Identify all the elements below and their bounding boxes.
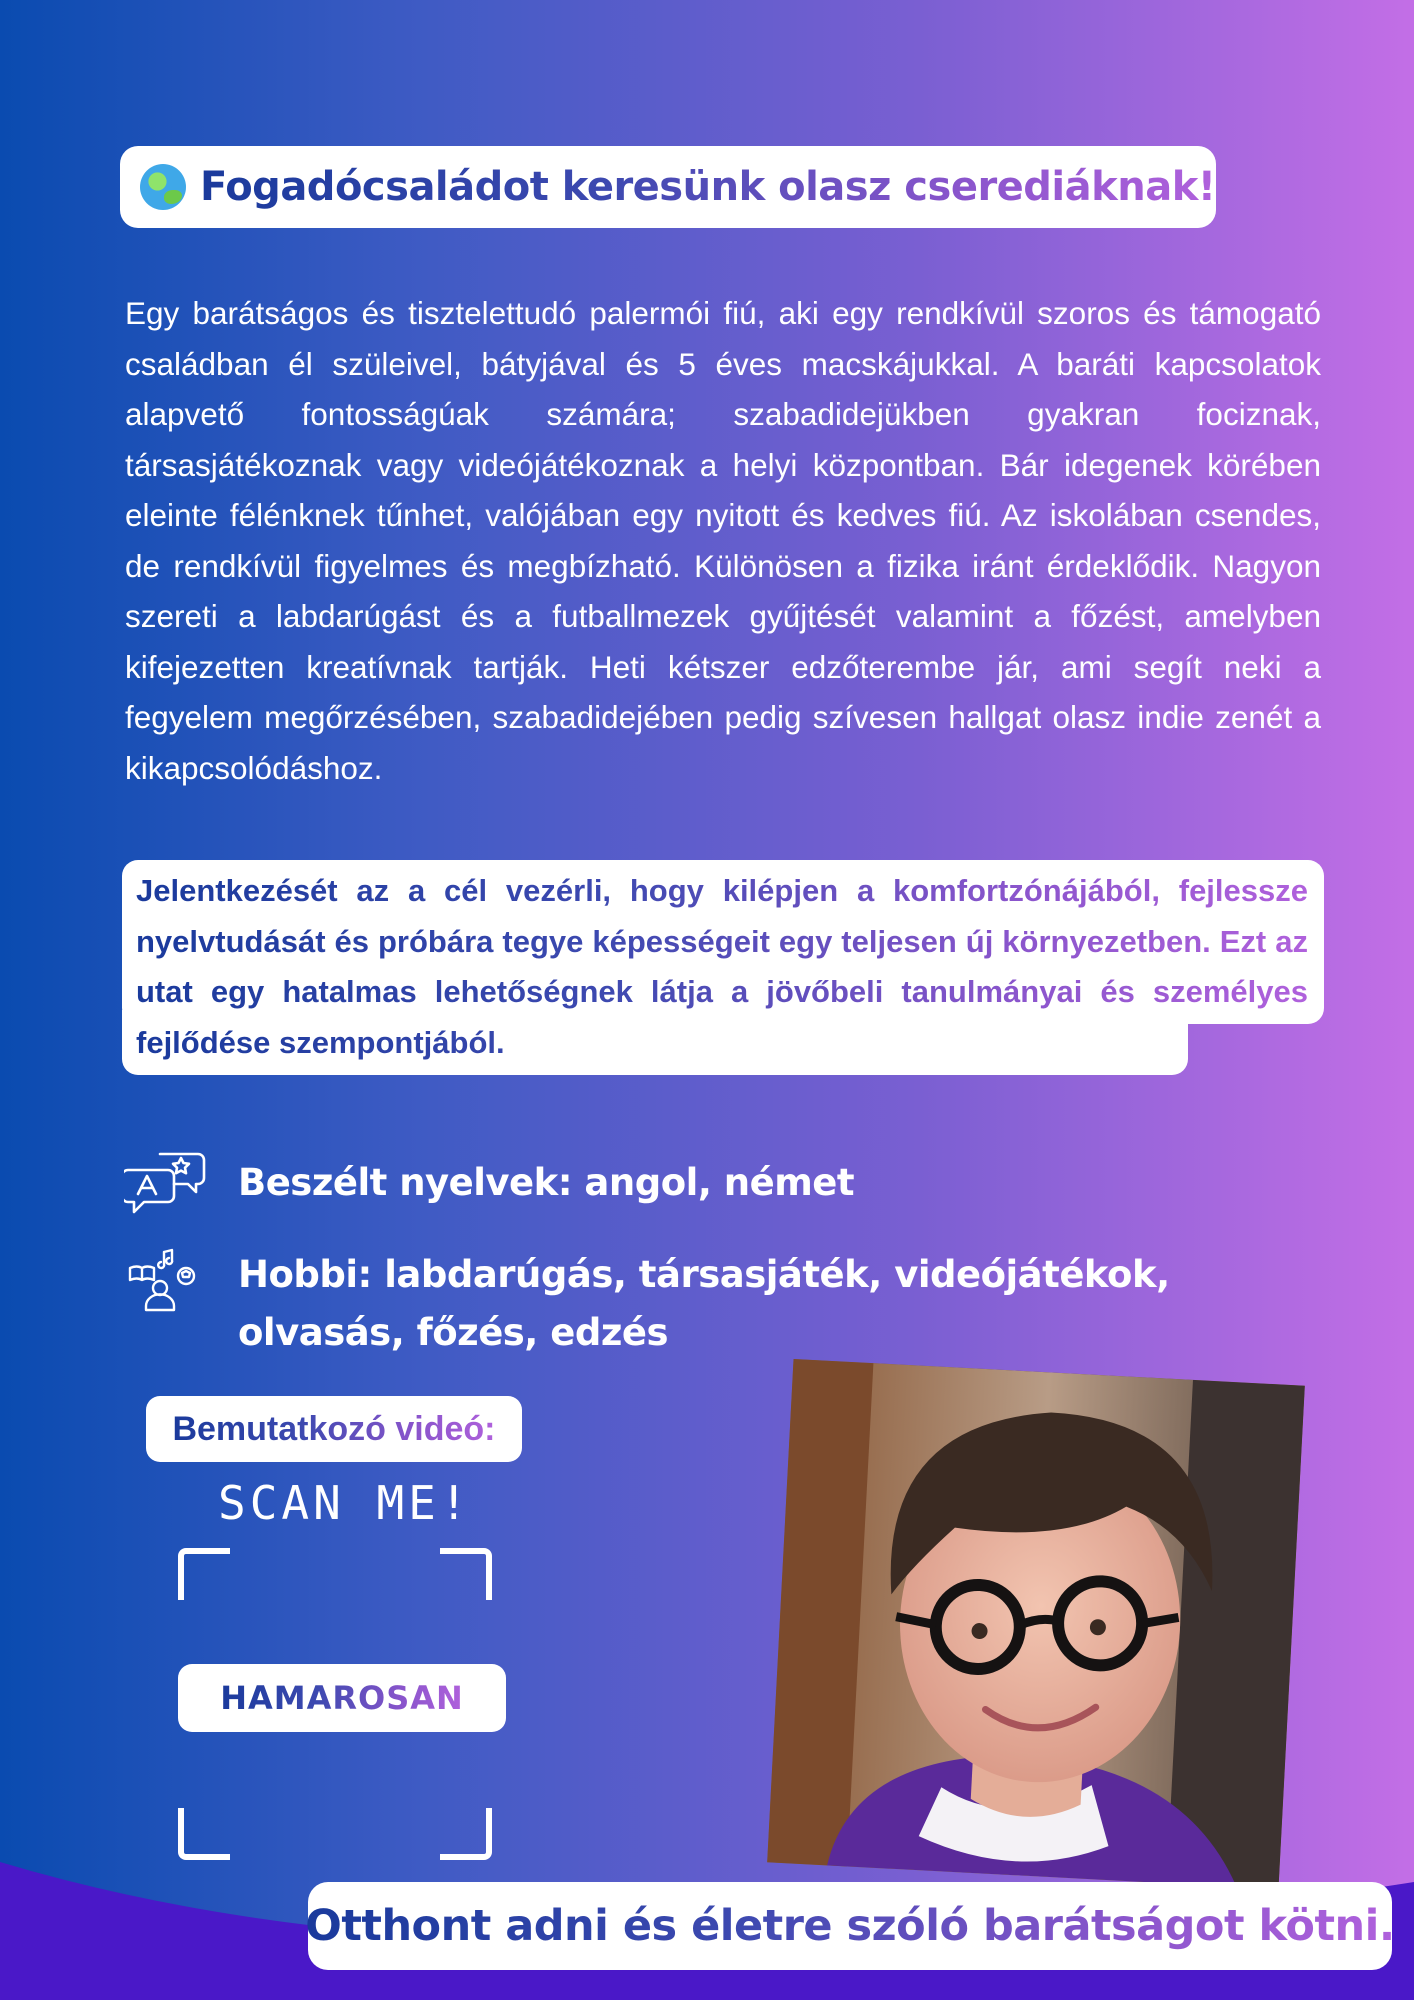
title-banner xyxy=(120,146,1216,228)
slogan-banner xyxy=(305,1882,1395,1970)
intro-paragraph: Egy barátságos és tisztelettudó palermói fiú, aki egy rendkívül szoros és támogató családban él szüleivel, bátyjával és 5 éves macskájukkal. A baráti kapcsolatok alapvető fontosságúak számára; szabadidejükben gyakran fociznak, társasjátékoznak vagy videójátékoznak a helyi központban. Bár idegenek körében eleinte félénknek tűnhet, valójában egy nyitott és kedves fiú. Az iskolában csendes, de rendkívül figyelmes és megbízható. Különösen a fizika iránt érdeklődik. Nagyon szereti a labdarúgást és a futballmezek gyűjtését valamint a főzést, amelyben kifejezetten kreatívnak tartják. Heti kétszer edzőterembe jár, ami segít neki a fegyelem megőrzésében, szabadidejében pedig szívesen hallgat olasz indie zenét a kikapcsolódáshoz. xyxy=(125,295,1321,786)
languages-text: Beszélt nyelvek: angol, német xyxy=(238,1161,855,1204)
globe-icon xyxy=(140,164,186,210)
scan-me-label: SCAN ME! xyxy=(218,1476,472,1530)
hobbies-text: Hobbi: labdarúgás, társasjáték, videójátékok, olvasás, főzés, edzés xyxy=(238,1253,1170,1354)
hobbies-icon xyxy=(124,1246,208,1312)
student-photo xyxy=(767,1359,1305,1889)
coming-soon-badge: HAMAROSAN xyxy=(178,1664,506,1732)
hobbies-row xyxy=(124,1246,1308,1362)
page-title: Fogadócsaládot keresünk olasz cserediáknak! xyxy=(200,164,1216,210)
goal-box xyxy=(122,860,1324,1075)
slogan-text: Otthont adni és életre szóló barátságot kötni. xyxy=(305,1901,1395,1951)
intro-video-label: Bemutatkozó videó: xyxy=(146,1396,522,1462)
goal-text: Jelentkezését az a cél vezérli, hogy kilépjen a komfortzónájából, fejlessze nyelvtudását és próbára tegye képességeit egy teljesen új környezetben. Ezt az utat egy hatalmas lehetőségnek látja a jövőbeli tanulmányai és személyes fejlődése szempontjából. xyxy=(136,866,1308,1068)
translate-icon xyxy=(124,1150,208,1216)
languages-row xyxy=(124,1150,854,1216)
